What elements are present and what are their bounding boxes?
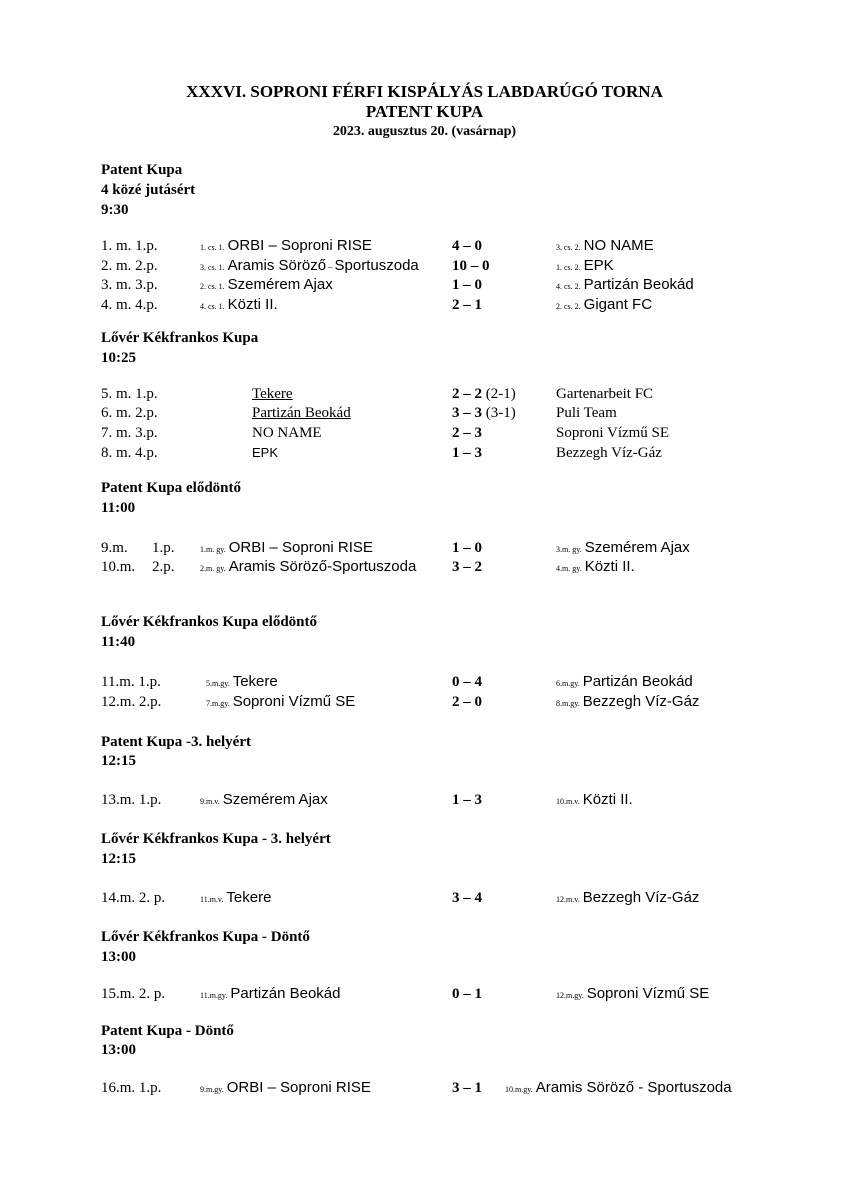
match-number: 4. m. 4.p. [101, 297, 158, 313]
away-team-cell [556, 236, 654, 258]
away-team: Puli Team [556, 405, 617, 421]
away-team: Soproni Vízmű SE [556, 425, 670, 441]
section-time: 13:00 [101, 949, 136, 965]
away-seed: 10.m.gy. [505, 1085, 533, 1094]
score: 1 – 0 [452, 277, 482, 293]
score: 2 – 2 [452, 386, 482, 402]
home-team: Tekere [232, 673, 278, 690]
section-subtitle: 4 közé jutásért [101, 182, 196, 198]
section-title: Patent Kupa elődöntő [101, 480, 242, 496]
home-seed: 1. cs. 1. [200, 243, 225, 252]
home-seed: 2.m. gy. [200, 564, 226, 573]
away-team: Partizán Beokád [583, 276, 694, 293]
section-time: 11:40 [101, 634, 136, 650]
away-team: EPK [583, 257, 614, 274]
penalty-score: (3-1) [485, 405, 516, 421]
document-date: 2023. augusztus 20. (vasárnap) [332, 124, 517, 139]
away-team: Közti II. [584, 558, 635, 575]
away-team-cell [556, 692, 699, 714]
match-number: 6. m. 2.p. [101, 405, 158, 421]
home-team-cell [200, 557, 416, 579]
score: 0 – 4 [452, 674, 482, 690]
match-row [0, 256, 849, 276]
home-seed: 11.m.gy. [200, 991, 228, 1000]
home-team: ORBI – Soproni RISE [226, 1079, 371, 1096]
match-field: 2.p. [152, 559, 175, 575]
home-team: Közti II. [227, 296, 278, 313]
away-seed: 1. cs. 2. [556, 263, 581, 272]
match-row [0, 403, 849, 423]
home-team: Tekere [226, 889, 272, 906]
away-seed: 3. cs. 2. [556, 243, 581, 252]
home-seed: 9.m.gy. [200, 1085, 224, 1094]
match-row [0, 275, 849, 295]
match-number: 2. m. 2.p. [101, 258, 158, 274]
home-team: ORBI – Soproni RISE [227, 237, 372, 254]
away-seed: 2. cs. 2. [556, 302, 581, 311]
home-team-cell [200, 1078, 371, 1100]
match-row [0, 557, 849, 577]
match-row [0, 672, 849, 692]
away-seed: 3.m. gy. [556, 545, 582, 554]
section-title: Patent Kupa -3. helyért [101, 734, 251, 750]
score: 2 – 1 [452, 297, 482, 313]
away-team: Szemérem Ajax [584, 539, 690, 556]
away-team-cell [556, 672, 693, 694]
home-team-cell [206, 672, 278, 694]
score-cell [452, 403, 516, 423]
match-number: 7. m. 3.p. [101, 425, 158, 441]
match-number: 10.m. [101, 559, 136, 575]
home-seed: 9.m.v. [200, 797, 220, 806]
match-number: 12.m. 2.p. [101, 694, 162, 710]
home-team: Szemérem Ajax [222, 791, 328, 808]
home-team: Aramis Söröző [227, 257, 327, 274]
away-team-cell [556, 984, 709, 1006]
score: 3 – 3 [452, 405, 482, 421]
home-team-cell [200, 236, 372, 258]
away-team: Közti II. [582, 791, 633, 808]
match-row [0, 384, 849, 404]
match-row [0, 790, 849, 810]
away-seed: 6.m.gy. [556, 679, 580, 688]
home-team: Aramis Söröző-Sportuszoda [228, 558, 417, 575]
home-seed: 1.m. gy. [200, 545, 226, 554]
score: 2 – 0 [452, 694, 482, 710]
score: 1 – 3 [452, 445, 482, 461]
home-team: Partizán Beokád [252, 405, 351, 421]
score: 3 – 1 [452, 1080, 482, 1096]
away-team: Gartenarbeit FC [556, 386, 654, 402]
home-team: Soproni Vízmű SE [232, 693, 356, 710]
dash: – [328, 262, 333, 272]
score: 2 – 3 [452, 425, 482, 441]
away-team-cell [556, 295, 652, 317]
away-team-cell [505, 1078, 732, 1100]
score: 3 – 4 [452, 890, 482, 906]
away-seed: 4.m. gy. [556, 564, 582, 573]
section-time: 10:25 [101, 350, 136, 366]
section-title: Patent Kupa - Döntő [101, 1023, 234, 1039]
match-number: 14.m. 2. p. [101, 890, 166, 906]
section-time: 12:15 [101, 753, 136, 769]
match-number: 15.m. 2. p. [101, 986, 166, 1002]
home-team: Tekere [252, 386, 293, 402]
home-team-cell [200, 275, 333, 297]
score: 1 – 0 [452, 540, 482, 556]
document-title: XXXVI. SOPRONI FÉRFI KISPÁLYÁS LABDARÚGÓ TORNA [186, 82, 663, 101]
match-row [0, 538, 849, 558]
match-number: 16.m. 1.p. [101, 1080, 162, 1096]
section-title: Lővér Kékfrankos Kupa - 3. helyért [101, 831, 331, 847]
match-number: 8. m. 4.p. [101, 445, 158, 461]
away-team: Bezzegh Víz-Gáz [556, 445, 662, 461]
match-row [0, 984, 849, 1004]
home-seed: 11.m.v. [200, 895, 224, 904]
away-team: Aramis Söröző - Sportuszoda [535, 1079, 732, 1096]
section-time: 12:15 [101, 851, 136, 867]
away-team: Soproni Vízmű SE [586, 985, 710, 1002]
home-team: ORBI – Soproni RISE [228, 539, 373, 556]
score: 10 – 0 [452, 258, 490, 274]
match-number: 5. m. 1.p. [101, 386, 158, 402]
section-title: Lővér Kékfrankos Kupa - Döntő [101, 929, 310, 945]
home-team: EPK [252, 445, 279, 460]
home-team-cell [200, 790, 328, 812]
home-seed: 2. cs. 1. [200, 282, 225, 291]
away-team-cell [556, 790, 633, 812]
match-number: 11.m. 1.p. [101, 674, 161, 690]
home-seed: 7.m.gy. [206, 699, 230, 708]
match-row [0, 295, 849, 315]
score: 0 – 1 [452, 986, 482, 1002]
home-seed: 4. cs. 1. [200, 302, 225, 311]
away-team: Bezzegh Víz-Gáz [582, 693, 700, 710]
home-seed: 5.m.gy. [206, 679, 230, 688]
match-row [0, 692, 849, 712]
away-seed: 8.m.gy. [556, 699, 580, 708]
document-subtitle: PATENT KUPA [365, 102, 484, 121]
home-team: Partizán Beokád [230, 985, 341, 1002]
home-team-cell [200, 295, 278, 317]
match-field: 1.p. [152, 540, 175, 556]
match-number: 1. m. 1.p. [101, 238, 158, 254]
away-team: NO NAME [583, 237, 654, 254]
away-team: Partizán Beokád [582, 673, 693, 690]
away-team-cell [556, 888, 699, 910]
penalty-score: (2-1) [485, 386, 516, 402]
match-row [0, 423, 849, 443]
match-row [0, 236, 849, 256]
home-team-cell [200, 888, 271, 910]
score: 3 – 2 [452, 559, 482, 575]
match-row [0, 443, 849, 463]
home-team: NO NAME [252, 425, 322, 441]
score: 4 – 0 [452, 238, 482, 254]
section-time: 13:00 [101, 1042, 136, 1058]
away-seed: 12.m.gy. [556, 991, 584, 1000]
away-seed: 12.m.v. [556, 895, 580, 904]
match-number: 9.m. [101, 540, 128, 556]
section-title: Patent Kupa [101, 162, 183, 178]
section-time: 11:00 [101, 500, 136, 516]
home-seed: 3. cs. 1. [200, 263, 225, 272]
away-seed: 10.m.v. [556, 797, 580, 806]
score-cell [452, 384, 516, 404]
home-team-suffix: Sportuszoda [334, 257, 419, 274]
away-seed: 4. cs. 2. [556, 282, 581, 291]
match-number: 13.m. 1.p. [101, 792, 162, 808]
away-team-cell [556, 275, 694, 297]
match-number: 3. m. 3.p. [101, 277, 158, 293]
home-team-cell [206, 692, 355, 714]
away-team: Bezzegh Víz-Gáz [582, 889, 700, 906]
away-team-cell [556, 557, 635, 579]
away-team: Gigant FC [583, 296, 653, 313]
home-team: Szemérem Ajax [227, 276, 333, 293]
match-row [0, 888, 849, 908]
match-row [0, 1078, 849, 1098]
section-title: Lővér Kékfrankos Kupa [101, 330, 259, 346]
section-time: 9:30 [101, 202, 129, 218]
home-team-cell [200, 984, 340, 1006]
score: 1 – 3 [452, 792, 482, 808]
section-title: Lővér Kékfrankos Kupa elődöntő [101, 614, 317, 630]
